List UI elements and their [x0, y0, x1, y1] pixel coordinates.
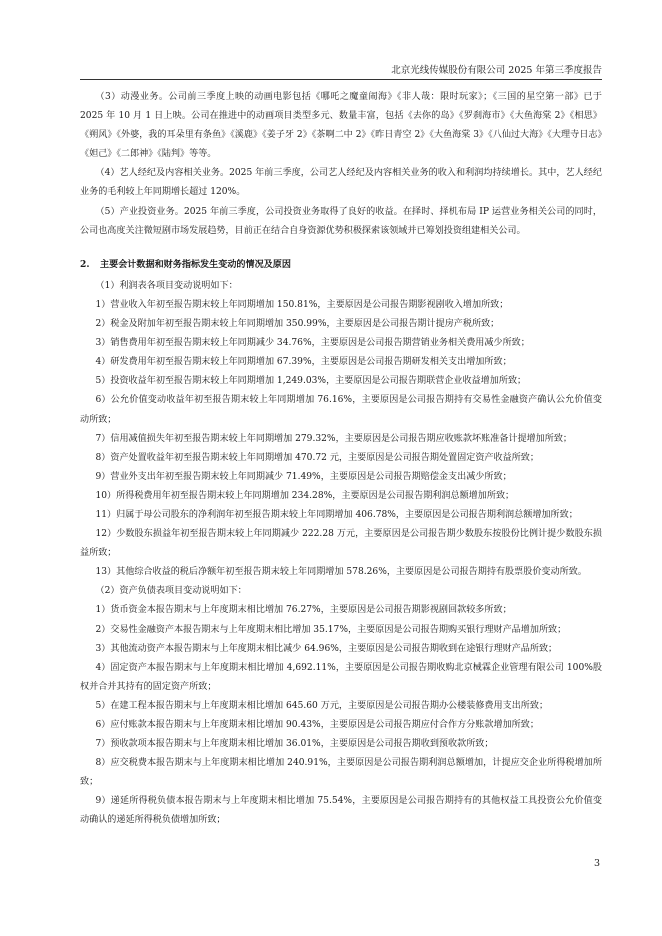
page-header: [80, 62, 602, 80]
section-heading: [80, 255, 602, 274]
balance-item: 2）交易性金融资产本报告期末与上年度期末相比增加 35.17%，主要原因是公司报告期购买银行理财产品增加所致；: [95, 624, 567, 635]
header-title: 北京光线传媒股份有限公司 2025 年第三季度报告: [391, 65, 602, 76]
income-item: 6）公允价值变动收益年初至报告期末较上年同期增加 76.16%，主要原因是公司报告期持有交易性金融资产确认公允价值变动所致；: [80, 395, 602, 425]
paragraph-animation: （3）动漫业务。公司前三季度上映的动画电影包括《哪吒之魔童闹海》《非人哉：限时玩家》；《三国的星空第一部》已于 2025 年 10 月 1 日上映。公司在推进中的动画项目类型多元、数量丰富，包括《去你的岛》《罗刹海市》《大鱼海棠 2》《相思》《朔风》《外婆，我的耳朵里有条鱼》《溪鹿》《姜子牙 2》《茶啊二中 2》《昨日青空 2》《大鱼海棠 3》《八仙过大海》《大理寺日志》《妲己》《二郎神》《陆判》等等。: [80, 92, 602, 160]
paragraph-investment: （5）产业投资业务。2025 年前三季度，公司投资业务取得了良好的收益。在择时、择机布局 IP 运营业务相关公司的同时，公司也高度关注微短剧市场发展趋势，目前正在结合自身资源优势积极探索该领域并已筹划投资组建相关公司。: [80, 206, 602, 236]
income-item: 1）营业收入年初至报告期末较上年同期增加 150.81%，主要原因是公司报告期影视剧收入增加所致；: [95, 299, 509, 310]
balance-item: 1）货币资金本报告期末与上年度期末相比增加 76.27%，主要原因是公司报告期影视剧回款较多所致；: [95, 605, 512, 616]
balance-item: 5）在建工程本报告期末与上年度期末相比增加 645.60 万元，主要原因是公司报告期办公楼装修费用支出所致；: [95, 700, 549, 711]
income-item: 10）所得税费用年初至报告期末较上年同期增加 234.28%，主要原因是公司报告期利润总额增加所致；: [95, 490, 515, 501]
balance-item: 8）应交税费本报告期末与上年度期末相比增加 240.91%，主要原因是公司报告期利润总额增加，计提应交企业所得税增加所致；: [80, 758, 602, 788]
section-number: 2.: [80, 258, 90, 270]
income-item: 12）少数股东损益年初至报告期末较上年同期减少 222.28 万元，主要原因是公司报告期少数股东按股份比例计提少数股东损益所致；: [80, 529, 602, 559]
income-heading: （1）利润表各项目变动说明如下：: [95, 280, 238, 291]
page-number: 3: [593, 858, 600, 869]
balance-item: 7）预收款项本报告期末与上年度期末相比增加 36.01%，主要原因是公司报告期收到预收款所致；: [95, 739, 494, 750]
balance-item: 4）固定资产本报告期末与上年度期末相比增加 4,692.11%，主要原因是公司报告期收购北京械霖企业管理有限公司 100%股权并合并其持有的固定资产所致；: [80, 662, 602, 692]
income-item: 7）信用减值损失年初至报告期末较上年同期增加 279.32%，主要原因是公司报告期应收账款坏账准备计提增加所致；: [95, 433, 573, 444]
income-item: 4）研发费用年初至报告期末较上年同期增加 67.39%，主要原因是公司报告期研发相关支出增加所致；: [95, 357, 512, 368]
income-item: 13）其他综合收益的税后净额年初至报告期末较上年同期增加 578.26%，主要原因是公司报告期持有股票股价变动所致。: [95, 567, 587, 578]
income-item: 5）投资收益年初至报告期末较上年同期增加 1,249.03%，主要原因是公司报告期联营企业收益增加所致；: [95, 376, 527, 387]
paragraph-artist: （4）艺人经纪及内容相关业务。2025 年前三季度，公司艺人经纪及内容相关业务的收入和利润均持续增长。其中，艺人经纪业务的毛利较上年同期增长超过 120%。: [80, 168, 602, 198]
income-item: 9）营业外支出年初至报告期末较上年同期减少 71.49%，主要原因是公司报告期赔偿金支出减少所致；: [95, 471, 512, 482]
document-body: [80, 88, 602, 831]
balance-heading: （2）资产负债表项目变动说明如下：: [95, 586, 247, 597]
section-title: 主要会计数据和财务指标发生变动的情况及原因: [100, 258, 291, 270]
income-item: 8）资产处置收益年初至报告期末较上年同期增加 470.72 元，主要原因是公司报告期处置固定资产收益所致；: [95, 452, 539, 463]
balance-item: 9）递延所得税负债本报告期末与上年度期末相比增加 75.54%，主要原因是公司报告期持有的其他权益工具投资公允价值变动确认的递延所得税负债增加所致；: [80, 796, 602, 826]
income-item: 11）归属于母公司股东的净利润年初至报告期末较上年同期增加 406.78%，主要原因是公司报告期利润总额增加所致；: [95, 509, 578, 520]
balance-item: 3）其他流动资产本报告期末与上年度期末相比减少 64.96%，主要原因是公司报告期收到在途银行理财产品所致；: [95, 643, 558, 654]
balance-item: 6）应付账款本报告期末与上年度期末相比增加 90.43%，主要原因是公司报告期应付合作方分账款增加所致；: [95, 720, 539, 730]
income-item: 2）税金及附加年初至报告期末较上年同期增加 350.99%，主要原因是公司报告期计提房产税所致；: [95, 319, 500, 330]
income-item: 3）销售费用年初至报告期末较上年同期减少 34.76%，主要原因是公司报告期营销业务相关费用减少所致；: [95, 338, 530, 349]
